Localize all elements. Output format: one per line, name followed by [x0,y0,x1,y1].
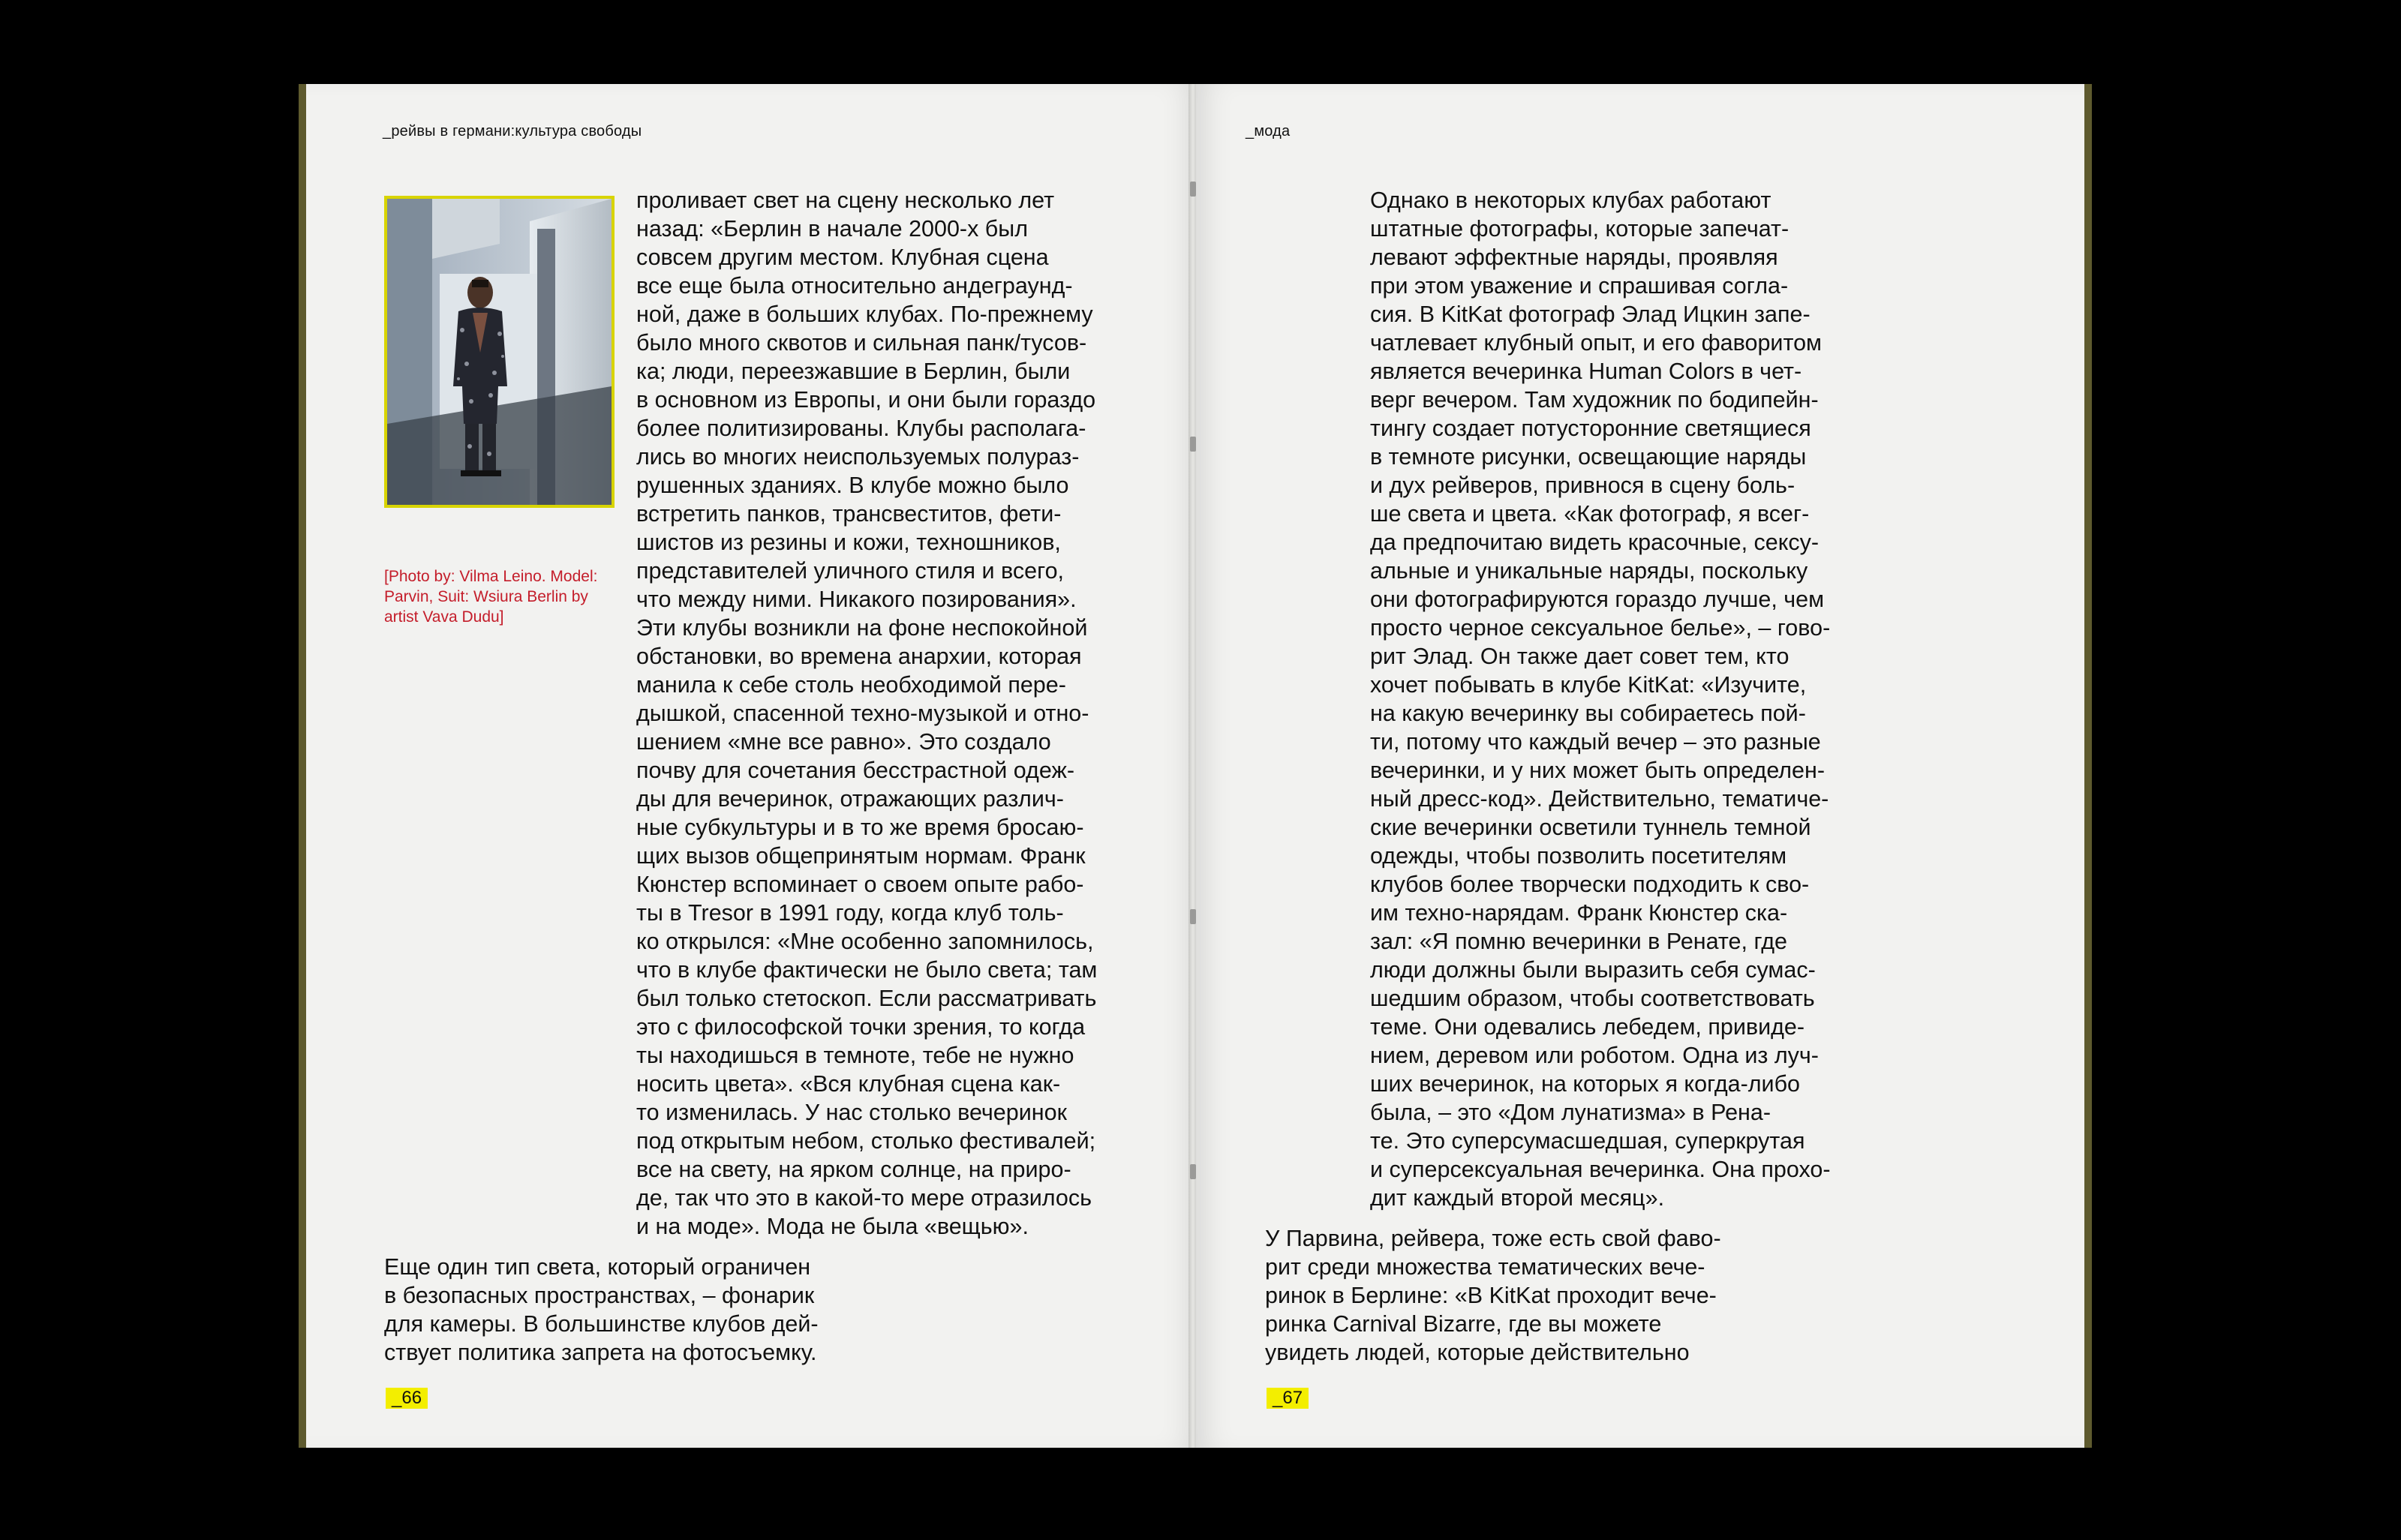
text-line: Еще один тип света, который ограничен [384,1254,811,1280]
text-line: для камеры. В большинстве клубов дей- [384,1311,819,1337]
text-line: де, так что это в какой-то мере отразилось [636,1185,1092,1211]
text-line: проливает свет на сцену несколько лет [636,188,1055,213]
text-line: носить цвета». «Вся клубная сцена как- [636,1071,1061,1097]
text-line: это с философской точки зрения, то когда [636,1014,1086,1040]
text-line: и суперсексуальная вечеринка. Она прохо- [1370,1157,1831,1182]
running-head-left: _рейвы в германи:культура свободы [383,123,642,140]
text-line: манила к себе столь необходимой пере- [636,672,1066,698]
text-line: люди должны были выразить себя сумас- [1370,957,1816,983]
text-line: и дух рейверов, привнося в сцену боль- [1370,473,1795,498]
text-line: ше света и цвета. «Как фотограф, я всег- [1370,501,1810,527]
staple-mark [1190,909,1196,924]
text-line: ты находишься в темноте, тебе не нужно [636,1043,1074,1068]
text-line: верг вечером. Там художник по бодипейн- [1370,387,1819,413]
text-line: ские вечеринки осветили туннель темной [1370,815,1811,840]
text-line: то изменилась. У нас столько вечеринок [636,1100,1067,1125]
text-line: шедшим образом, чтобы соответствовать [1370,986,1815,1011]
text-line: они фотографируются гораздо лучше, чем [1370,587,1825,612]
text-line: что между ними. Никакого позирования». [636,587,1077,612]
page-number-right: _67 [1267,1388,1309,1409]
text-line: просто черное сексуальное белье», – гово- [1370,615,1831,641]
text-line: Эти клубы возникли на фоне неспокойной [636,615,1088,641]
text-line: рушенных зданиях. В клубе можно было [636,473,1069,498]
text-line: ной, даже в больших клубах. По-прежнему [636,302,1093,327]
text-line: Кюнстер вспоминает о своем опыте рабо- [636,872,1084,897]
text-line: шистов из резины и кожи, техношников, [636,530,1061,555]
text-line: сия. В KitKat фотограф Элад Ицкин запе- [1370,302,1811,327]
text-line: дышкой, спасенной техно-музыкой и отно- [636,701,1089,726]
right-lower-text [1265,1224,1721,1367]
right-page [1196,84,2092,1448]
text-line: ные субкультуры и в то же время бросаю- [636,815,1084,840]
text-line: более политизированы. Клубы располага- [636,416,1086,441]
right-column-text [1370,186,1831,1212]
caption-line: artist Vava Dudu] [384,608,504,626]
text-line: на какую вечеринку вы собираетесь пой- [1370,701,1806,726]
text-line: ствует политика запрета на фотосъемку. [384,1340,817,1365]
text-line: рит среди множества тематических вече- [1265,1254,1705,1280]
text-line: им техно-нарядам. Франк Кюнстер ска- [1370,900,1788,926]
staple-mark [1190,1164,1196,1179]
running-head-right: _мода [1246,123,1291,140]
caption-line: Parvin, Suit: Wsiura Berlin by [384,588,588,605]
text-line: ших вечеринок, на которых я когда-либо [1370,1071,1801,1097]
text-line: ды для вечеринок, отражающих различ- [636,786,1064,812]
text-line: была, – это «Дом лунатизма» в Рена- [1370,1100,1771,1125]
text-line: все еще была относительно андеграунд- [636,273,1073,299]
photo-caption [384,566,624,627]
text-line: было много сквотов и сильная панк/тусов- [636,330,1087,356]
text-line: и на моде». Мода не была «вещью». [636,1214,1029,1239]
text-line: шением «мне все равно». Это создало [636,729,1051,755]
left-column-text [636,186,1097,1241]
text-line: обстановки, во времена анархии, которая [636,644,1082,669]
text-line: что в клубе фактически не было света; там [636,957,1098,983]
text-line: дит каждый второй месяц». [1370,1185,1665,1211]
text-line: клубов более творчески подходить к сво- [1370,872,1810,897]
text-line: под открытым небом, столько фестивалей; [636,1128,1096,1154]
text-line: в темноте рисунки, освещающие наряды [1370,444,1807,470]
text-line: при этом уважение и спрашивая согла- [1370,273,1789,299]
text-line: щих вызов общепринятым нормам. Франк [636,843,1086,869]
text-line: нием, деревом или роботом. Одна из луч- [1370,1043,1819,1068]
photo-illustration [387,199,612,505]
text-line: рит Элад. Он также дает совет тем, кто [1370,644,1789,669]
text-line: вечеринки, и у них может быть определен- [1370,758,1826,783]
text-line: ринка Carnival Bizarre, где вы можете [1265,1311,1662,1337]
text-line: зал: «Я помню вечеринки в Ренате, где [1370,929,1787,954]
text-line: ринок в Берлине: «В KitKat проходит вече- [1265,1283,1717,1308]
text-line: встретить панков, трансвеститов, фети- [636,501,1062,527]
text-line: теме. Они одевались лебедем, привиде- [1370,1014,1805,1040]
text-line: увидеть людей, которые действительно [1265,1340,1690,1365]
fashion-photo [384,196,615,508]
text-line: ти, потому что каждый вечер – это разные [1370,729,1821,755]
text-line: У Парвина, рейвера, тоже есть свой фаво- [1265,1226,1721,1251]
text-line: тингу создает потусторонние светящиеся [1370,416,1811,441]
text-line: представителей уличного стиля и всего, [636,558,1065,584]
text-line: лись во многих неиспользуемых полураз- [636,444,1080,470]
text-line: левают эффектные наряды, проявляя [1370,245,1778,270]
text-line: ко открылся: «Мне особенно запомнилось, [636,929,1094,954]
text-line: штатные фотографы, которые запечат- [1370,216,1789,242]
text-line: почву для сочетания бесстрастной одеж- [636,758,1075,783]
caption-line: [Photo by: Vilma Leino. Model: [384,568,598,585]
text-line: ты в Tresor в 1991 году, когда клуб толь- [636,900,1064,926]
text-line: альные и уникальные наряды, поскольку [1370,558,1808,584]
staple-mark [1190,437,1196,452]
text-line: совсем другим местом. Клубная сцена [636,245,1049,270]
text-line: хочет побывать в клубе KitKat: «Изучите, [1370,672,1807,698]
text-line: ный дресс-код». Действительно, тематиче- [1370,786,1829,812]
text-line: был только стетоскоп. Если рассматривать [636,986,1097,1011]
text-line: является вечеринка Human Colors в чет- [1370,359,1802,384]
left-lower-text [384,1253,819,1367]
text-line: те. Это суперсумасшедшая, суперкрутая [1370,1128,1805,1154]
text-line: одежды, чтобы позволить посетителям [1370,843,1787,869]
left-page [299,84,1197,1448]
text-line: чатлевает клубный опыт, и его фаворитом [1370,330,1823,356]
text-line: все на свету, на ярком солнце, на приро- [636,1157,1071,1182]
text-line: в основном из Европы, и они были гораздо [636,387,1096,413]
text-line: Однако в некоторых клубах работают [1370,188,1771,213]
text-line: в безопасных пространствах, – фонарик [384,1283,815,1308]
text-line: назад: «Берлин в начале 2000-х был [636,216,1028,242]
magazine-spread [299,84,2087,1448]
text-line: ка; люди, переезжавшие в Берлин, были [636,359,1071,384]
page-number-left: _66 [386,1388,428,1409]
staple-mark [1190,182,1196,197]
text-line: да предпочитаю видеть красочные, сексу- [1370,530,1820,555]
